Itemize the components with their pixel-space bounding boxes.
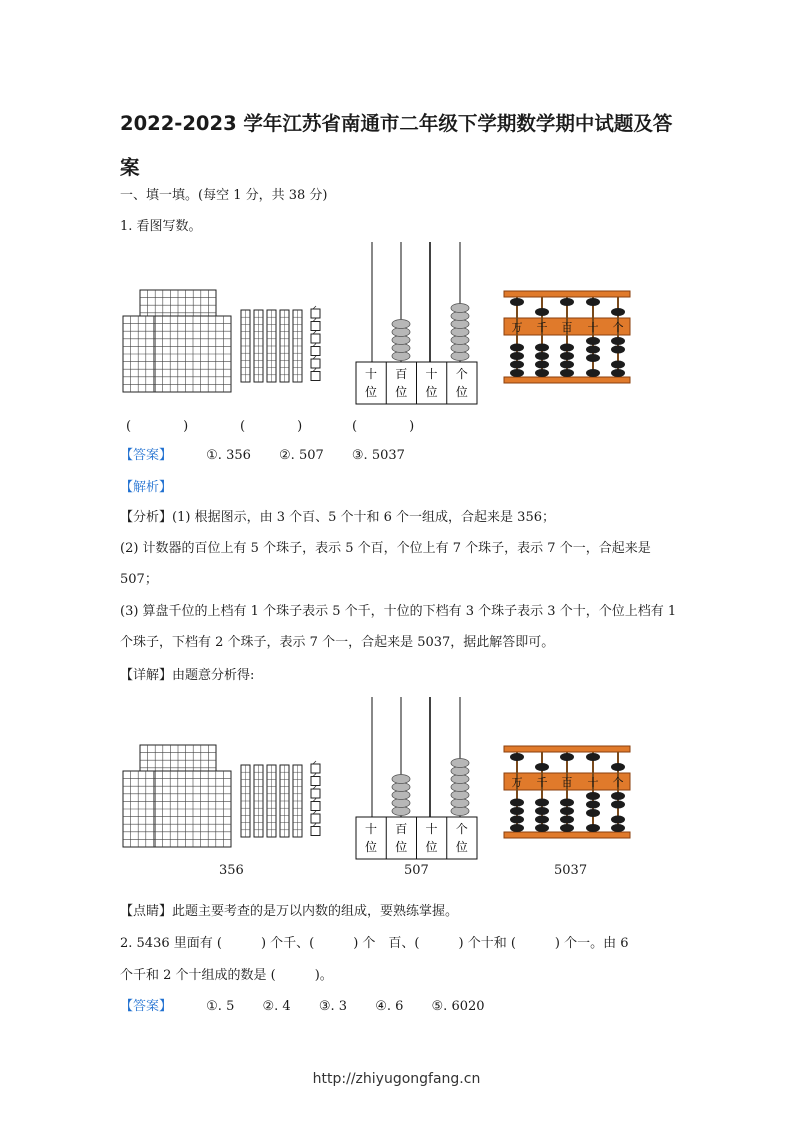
counter-label: 个 [455,822,468,836]
answer-tag: 【答案】 [120,448,173,463]
counter-label: 十 [425,822,438,836]
abacus-bead [535,824,549,832]
answer-item: ④. 6 [375,999,404,1014]
answer-blank-2: ( ) [240,419,303,434]
counter-label: 百 [395,367,408,381]
counter-icon [356,242,477,404]
abacus-bead [535,816,549,824]
question-1-figure [120,242,640,412]
counter-bead [451,304,469,313]
fenxi-tag: 【分析】 [120,510,173,525]
answer-item: ①. 356 [206,448,251,463]
abacus-bead [560,816,574,824]
abacus-bead [510,352,524,360]
counter-label: 位 [455,840,468,854]
counter-label: 位 [364,840,378,854]
abacus-label: 十 [587,321,599,334]
abacus-icon [504,291,630,383]
result-label-1: 356 [219,863,244,878]
answer-blank-1: ( ) [126,419,189,434]
answer-item: ⑤. 6020 [431,999,485,1014]
answer-item: ②. 4 [262,999,291,1014]
counter-label: 十 [425,367,438,381]
abacus-bead [560,352,574,360]
abacus-bead [611,308,625,316]
abacus-bead [535,369,549,377]
answer-item: ③. 3 [318,999,348,1014]
abacus-bead [510,361,524,369]
xiangjie-tag: 【详解】 [120,668,173,683]
abacus-bead [611,337,625,345]
abacus-bead [586,354,600,362]
abacus-bead [611,801,625,809]
abacus-bead [586,801,600,809]
counter-bead [392,320,410,329]
abacus-bead [611,369,625,377]
xiangjie-text: 由题意分析得: [172,668,255,683]
abacus-bead [560,753,574,761]
abacus-bead [586,337,600,345]
analysis-line-2: (2) 计数器的百位上有 5 个珠子，表示 5 个百，个位上有 7 个珠子，表示 7 个一，合起来是 507； [120,541,651,587]
abacus-bead [586,298,600,306]
abacus-bead [611,816,625,824]
question-1-stem: 1. 看图写数。 [120,219,202,234]
counter-bead [392,775,410,784]
abacus-label: 万 [511,776,523,789]
abacus-bead [510,799,524,807]
detail-figure [120,697,640,867]
abacus-bead [510,753,524,761]
abacus-bead [510,369,524,377]
answer-item: ②. 507 [279,448,324,463]
abacus-bead [560,369,574,377]
counter-label: 位 [425,840,438,854]
counter-label: 位 [455,385,468,399]
question-2-stem-1: 2. 5436 里面有 ( ) 个千、( ) 个 百、( ) 个十和 ( ) 个一。由 6 [120,936,629,951]
abacus-bead [611,361,625,369]
counter-label: 位 [395,385,408,399]
dianjing-tag: 【点睛】 [120,904,173,919]
abacus-bead [560,344,574,352]
abacus-label: 万 [511,321,523,334]
detail-row [120,668,254,684]
abacus-bead [586,809,600,817]
counter-bead [451,759,469,768]
abacus-bead [560,361,574,369]
abacus-label: 个 [612,321,624,334]
abacus-bead [560,799,574,807]
abacus-bead [560,807,574,815]
abacus-bead [586,346,600,354]
abacus-bead [510,824,524,832]
abacus-bead [586,792,600,800]
abacus-bead [535,308,549,316]
abacus-bead [560,298,574,306]
question-2-stem-2: 个千和 2 个十组成的数是 ( )。 [120,968,333,983]
abacus-bead [586,824,600,832]
abacus-bead [535,763,549,771]
ones-cubes-icon [311,761,320,836]
fenxi-text-1: (1) 根据图示，由 3 个百、5 个十和 6 个一组成，合起来是 356； [172,510,555,525]
counter-label: 个 [455,367,468,381]
abacus-icon [504,746,630,838]
abacus-label: 百 [561,776,573,789]
abacus-bead [510,816,524,824]
abacus-label: 千 [536,776,548,789]
abacus-bead [611,792,625,800]
answer-item: ③. 5037 [351,448,405,463]
answer-blank-3: ( ) [352,419,415,434]
abacus-bead [510,298,524,306]
analysis-line-1 [120,510,555,526]
question-2-answer-row [120,999,509,1015]
counter-label: 百 [395,822,408,836]
abacus-bead [535,352,549,360]
tens-rods-icon [241,310,302,382]
abacus-label: 千 [536,321,548,334]
abacus-bead [510,807,524,815]
abacus-label: 十 [587,776,599,789]
abacus-bead [535,799,549,807]
abacus-bead [535,361,549,369]
abacus-bead [560,824,574,832]
result-label-2: 507 [404,863,429,878]
abacus-label: 百 [561,321,573,334]
answer-item: ①. 5 [206,999,235,1014]
abacus-bead [586,369,600,377]
answer-row [120,448,429,464]
counter-label: 位 [395,840,408,854]
dianjing-text: 此题主要考查的是万以内数的组成，要熟练掌握。 [172,904,459,919]
answer-tag: 【答案】 [120,999,173,1014]
hundreds-blocks-icon [123,290,231,392]
abacus-bead [535,807,549,815]
page-title: 2022-2023 学年江苏省南通市二年级下学期数学期中试题及答案 [120,112,673,179]
abacus-bead [611,346,625,354]
tens-rods-icon [241,765,302,837]
counter-label: 位 [364,385,378,399]
abacus-label: 个 [612,776,624,789]
footer-url: http://zhiyugongfang.cn [312,1071,481,1087]
abacus-bead [586,753,600,761]
analysis-tag: 【解析】 [120,480,173,495]
ones-cubes-icon [311,306,320,381]
abacus-bead [510,344,524,352]
section-heading: 一、填一填。(每空 1 分，共 38 分) [120,188,328,203]
counter-label: 位 [425,385,438,399]
dianjing-row [120,904,458,920]
counter-label: 十 [364,367,378,381]
hundreds-blocks-icon [123,745,231,847]
counter-icon [356,697,477,859]
analysis-line-3: (3) 算盘千位的上档有 1 个珠子表示 5 个千，十位的下档有 3 个珠子表示 3 个十，个位上档有 1 个珠子，下档有 2 个珠子，表示 7 个一，合起来是 5037，据此解答即可。 [120,604,677,650]
result-label-3: 5037 [554,863,588,878]
abacus-bead [611,763,625,771]
abacus-bead [611,824,625,832]
abacus-bead [535,344,549,352]
counter-label: 十 [364,822,378,836]
